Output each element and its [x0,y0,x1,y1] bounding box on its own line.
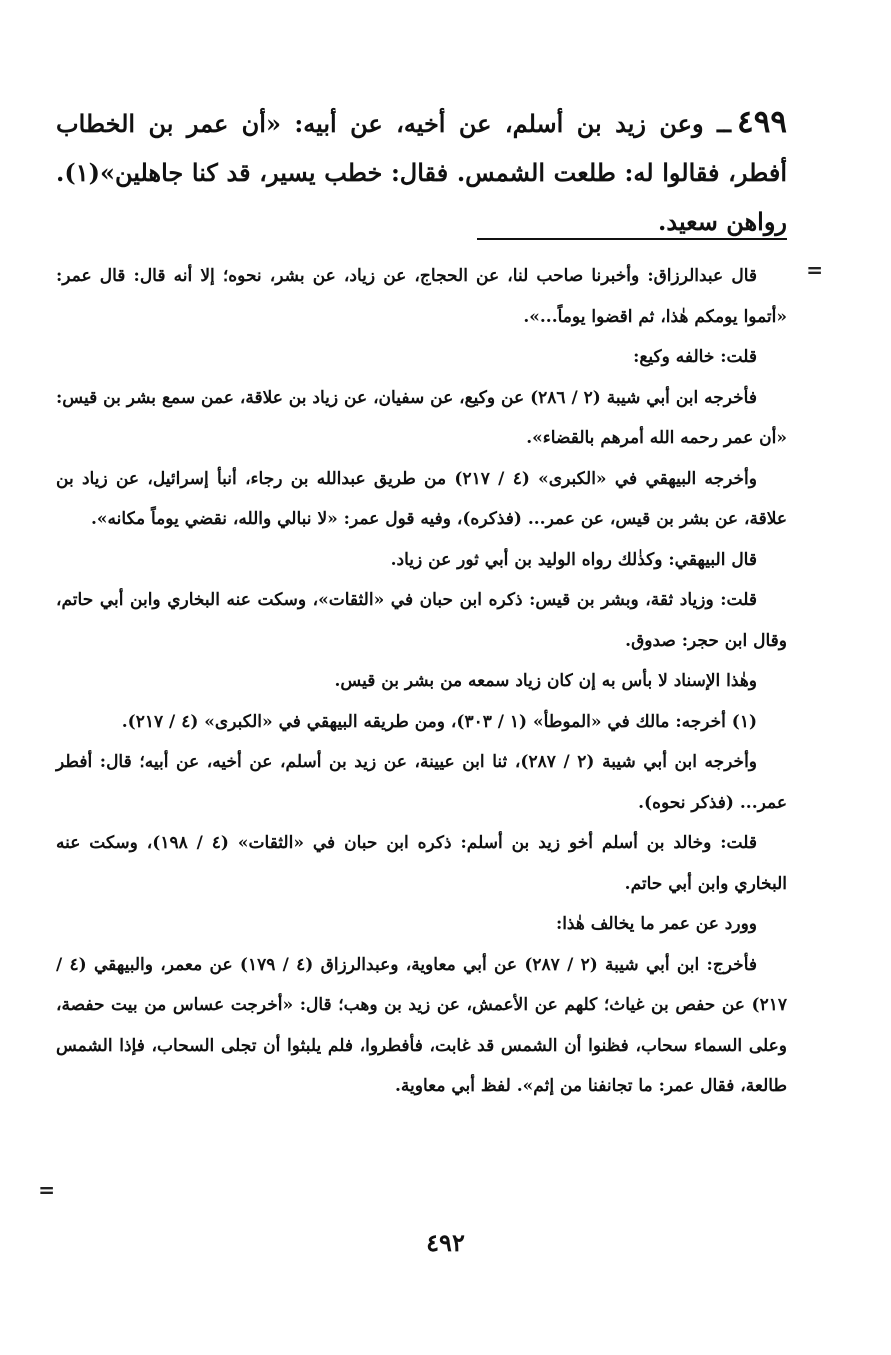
hadith-text [56,98,787,246]
note-paragraph: قلت: خالفه وكيع: [633,347,757,367]
hadith-number: ٤٩٩ [737,104,787,140]
footnotes [56,256,787,1107]
note-paragraph: وأخرجه البيهقي في «الكبرى» (٤ / ٢١٧) من طريق عبدالله بن رجاء، أنبأ إسرائيل، عن زياد بن علاقة، عن بشر بن قيس، عن عمر... (فذكره)، وفيه قول عمر: «لا نبالي والله، نقضي يوماً مكانه». [56,468,787,529]
note-paragraph: وأخرجه ابن أبي شيبة (٢ / ٢٨٧)، ثنا ابن عيينة، عن زيد بن أسلم، عن أخيه، عن أبيه؛ قال: أفطر عمر... (فذكر نحوه). [56,752,787,813]
note-paragraph: قال البيهقي: وكذٰلك رواه الوليد بن أبي ثور عن زياد. [390,549,757,570]
page-number: ٤٩٢ [426,1228,465,1257]
note-paragraph: قال عبدالرزاق: وأخبرنا صاحب لنا، عن الحجاج، عن زياد، عن بشر، نحوه؛ إلا أنه قال: قال عمر: «أتموا يومكم هٰذا، ثم اقضوا يوماً...». [56,266,787,327]
continuation-mark-top: = [806,258,823,282]
footnote-separator [477,238,787,240]
note-paragraph: قلت: وخالد بن أسلم أخو زيد بن أسلم: ذكره ابن حبان في «الثقات» (٤ / ١٩٨)، وسكت عنه البخاري وابن أبي حاتم. [56,833,787,894]
note-paragraph: فأخرجه ابن أبي شيبة (٢ / ٢٨٦) عن وكيع، عن سفيان، عن زياد بن علاقة، عمن سمع بشر بن قيس: «أن عمر رحمه الله أمرهم بالقضاء». [56,387,787,448]
note-paragraph: قلت: وزياد ثقة، وبشر بن قيس: ذكره ابن حبان في «الثقات»، وسكت عنه البخاري وابن أبي حاتم، وقال ابن حجر: صدوق. [56,590,787,651]
hadith-body: ــ وعن زيد بن أسلم، عن أخيه، عن أبيه: «أن عمر بن الخطاب أفطر، فقالوا له: طلعت الشمس. فقال: خطب يسير، قد كنا جاهلين»(١). رواهن سعيد. [56,109,787,236]
note-paragraph: وهٰذا الإسناد لا بأس به إن كان زياد سمعه من بشر بن قيس. [334,671,757,691]
note-paragraph: فأخرج: ابن أبي شيبة (٢ / ٢٨٧) عن أبي معاوية، وعبدالرزاق (٤ / ١٧٩) عن معمر، والبيهقي (٤ / ٢١٧) عن حفص بن غياث؛ كلهم عن الأعمش، عن زيد بن وهب؛ قال: «أخرجت عساس من بيت حفصة، وعلى السماء سحاب، فظنوا أن الشمس قد غابت، فأفطروا، فلم يلبثوا أن تجلى السحاب، فإذا الشمس طالعة، فقال عمر: ما تجانفنا من إثم». لفظ أبي معاوية. [56,954,787,1096]
continuation-mark-bottom: = [38,1178,55,1202]
note-paragraph: وورد عن عمر ما يخالف هٰذا: [555,914,757,934]
footnote-1: (١) أخرجه: مالك في «الموطأ» (١ / ٣٠٣)، ومن طريقه البيهقي في «الكبرى» (٤ / ٢١٧). [121,711,757,732]
